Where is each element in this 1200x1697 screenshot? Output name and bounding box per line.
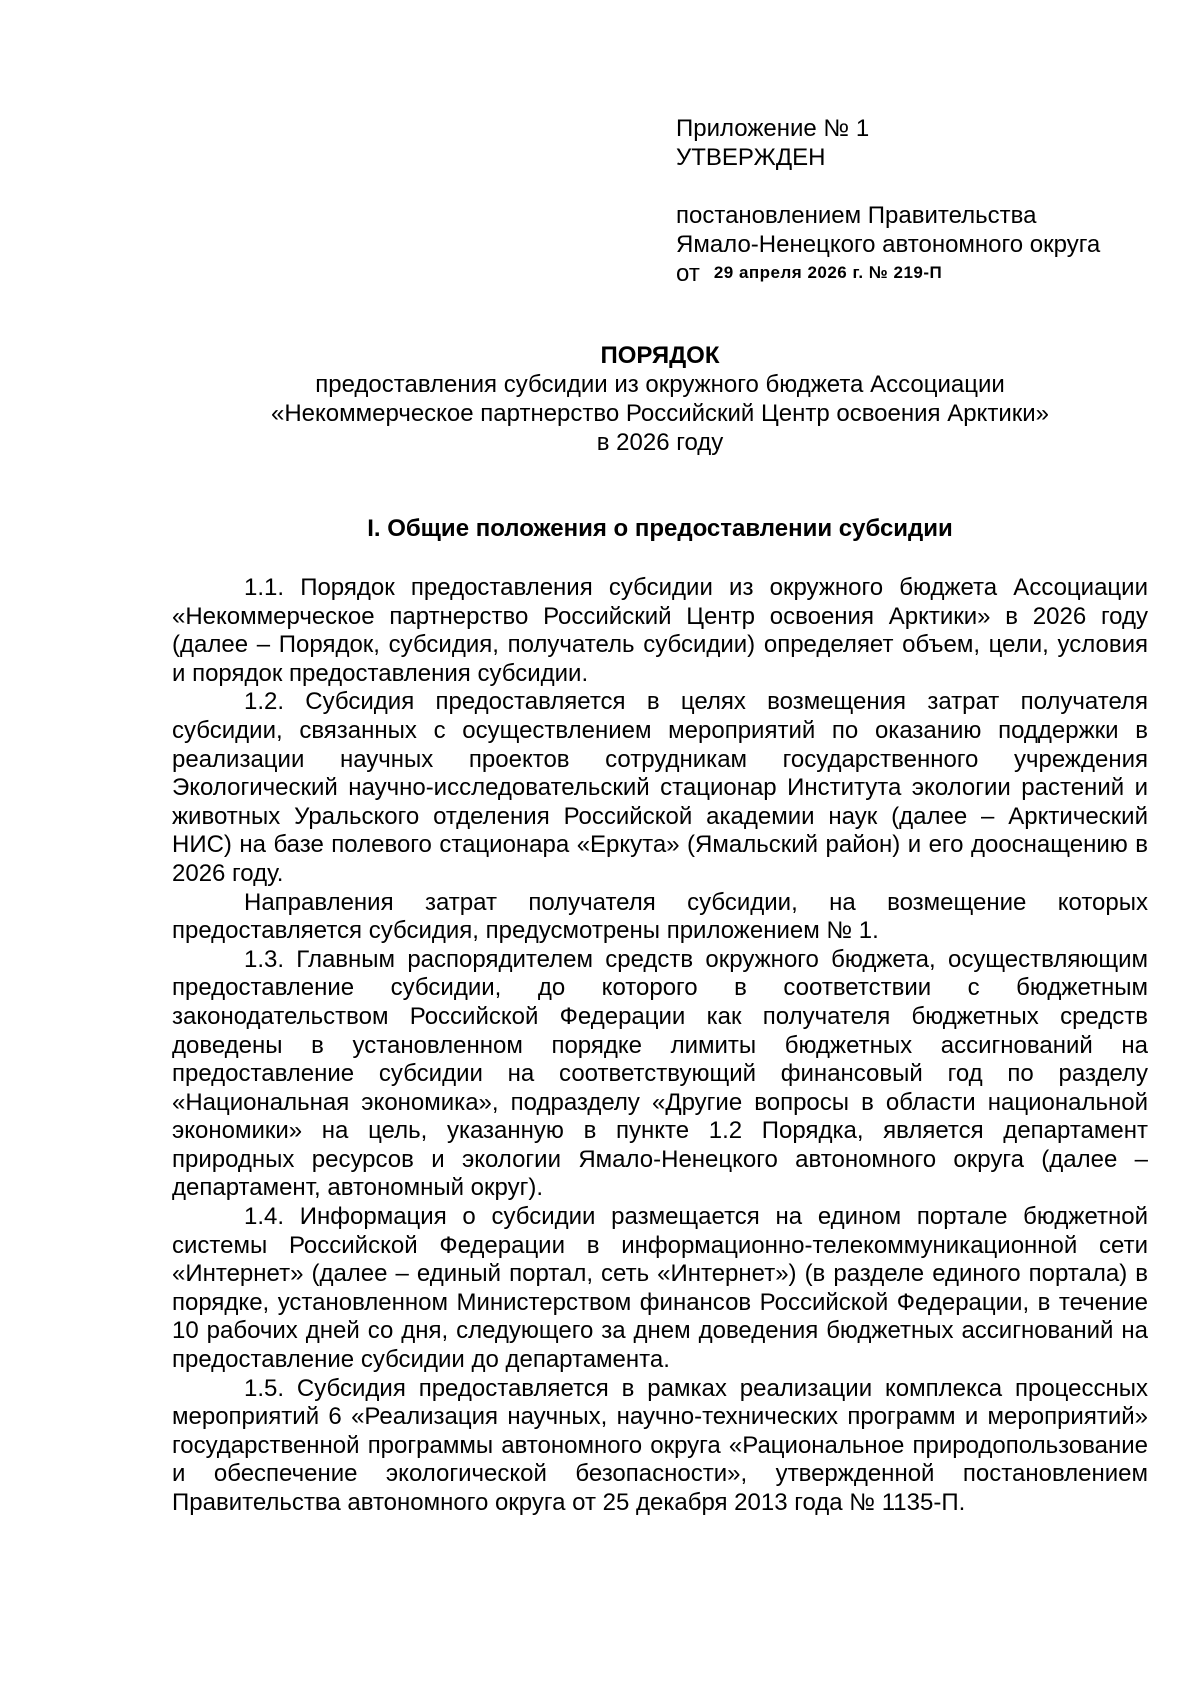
paragraph-1-4: 1.4. Информация о субсидии размещается на едином портале бюджетной системы Российской Федерации в информационно-телекоммуникационной сети «Интернет» (далее – единый портал, сеть «Интернет») (в разделе единого портала) в порядке, установленном Министерством финансов Российской Федерации, в течение 10 рабочих дней со дня, следующего за днем доведения бюджетных ассигнований на предоставление субсидии до департамента. <box>172 1203 1148 1374</box>
appendix-number: Приложение № 1 <box>676 115 870 142</box>
approval-spacer <box>676 172 1176 201</box>
document-subtitle-line-2: «Некоммерческое партнерство Российский Центр освоения Арктики» <box>271 400 1049 427</box>
document-title-block <box>172 341 1148 457</box>
paragraph-1-2-directions: Направления затрат получателя субсидии, на возмещение которых предоставляется субсидия, предусмотрены приложением № 1. <box>172 888 1148 945</box>
date-prefix: от <box>676 260 700 287</box>
paragraph-1-1: 1.1. Порядок предоставления субсидии из окружного бюджета Ассоциации «Некоммерческое партнерство Российский Центр освоения Арктики» в 2026 году (далее – Порядок, субсидия, получатель субсидии) определяет объем, цели, условия и порядок предоставления субсидии. <box>172 574 1148 687</box>
paragraph-1-5: 1.5. Субсидия предоставляется в рамках реализации комплекса процессных мероприятий 6 «Реализация научных, научно-технических программ и мероприятий» государственной программы автономного округа «Рациональное природопользование и обеспечение экологической безопасности», утвержденной постановлением Правительства автономного округа от 25 декабря 2013 года № 1135-П. <box>172 1374 1148 1516</box>
document-subtitle-line-1: предоставления субсидии из окружного бюджета Ассоциации <box>315 371 1005 398</box>
approval-authority: Ямало-Ненецкого автономного округа <box>676 231 1101 258</box>
document-title: ПОРЯДОК <box>600 342 720 369</box>
document-subtitle-line-3: в 2026 году <box>596 429 724 456</box>
date-number-stamp: 29 апреля 2026 г. № 219-П <box>713 263 943 282</box>
paragraph-1-2: 1.2. Субсидия предоставляется в целях возмещения затрат получателя субсидии, связанных с осуществлением мероприятий по оказанию поддержки в реализации научных проектов сотрудникам государственного учреждения Экологический научно-исследовательский стационар Института экологии растений и животных Уральского отделения Российской академии наук (далее – Арктический НИС) на базе полевого стационара «Еркута» (Ямальский район) и его дооснащению в 2026 году. <box>172 688 1148 887</box>
approval-resolution: постановлением Правительства <box>676 202 1037 229</box>
approved-label: УТВЕРЖДЕН <box>676 144 826 171</box>
approval-date-line <box>676 259 1176 290</box>
paragraph-1-3: 1.3. Главным распорядителем средств окружного бюджета, осуществляющим предоставление субсидии, до которого в соответствии с бюджетным законодательством Российской Федерации как получателя бюджетных средств доведены в установленном порядке лимиты бюджетных ассигнований на предоставление субсидии на соответствующий финансовый год по разделу «Национальная экономика», подразделу «Другие вопросы в области национальной экономики» на цель, указанную в пункте 1.2 Порядка, является департамент природных ресурсов и экологии Ямало-Ненецкого автономного округа (далее – департамент, автономный округ). <box>172 945 1148 1202</box>
approval-block <box>676 114 1176 290</box>
document-body <box>172 574 1148 1518</box>
section-heading: I. Общие положения о предоставлении субсидии <box>367 515 953 542</box>
